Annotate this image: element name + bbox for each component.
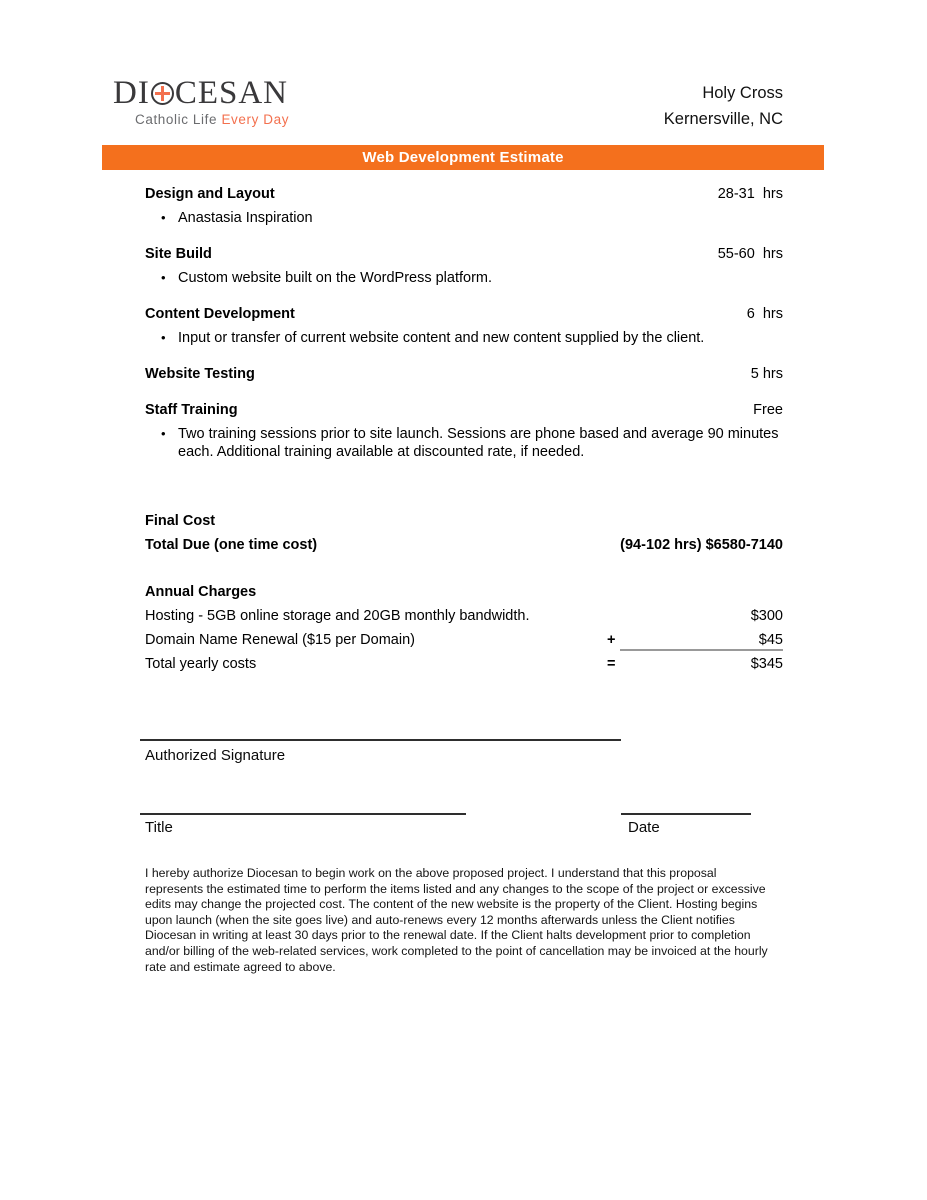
logo-tagline (135, 112, 289, 127)
annual-row-value: $300 (750, 608, 783, 624)
item-title: Staff Training (145, 402, 238, 418)
total-due-row (145, 533, 783, 557)
line-item (145, 401, 783, 461)
final-cost-heading: Final Cost (145, 513, 216, 529)
item-bullet-list (145, 425, 783, 461)
item-bullet: • Custom website built on the WordPress platform. (145, 269, 783, 287)
item-bullet: • Anastasia Inspiration (145, 209, 783, 227)
item-hours: 6 hrs (746, 306, 783, 322)
annual-row-operator (607, 604, 621, 628)
diocesan-logo (113, 75, 290, 127)
wordmark-left: DI (113, 75, 150, 111)
client-location: Kernersville, NC (663, 110, 783, 128)
annual-charges-heading: Annual Charges (145, 584, 257, 600)
line-item-header (145, 365, 783, 383)
line-item-header (145, 185, 783, 203)
line-items (145, 185, 783, 479)
annual-row-operator: + (607, 632, 616, 648)
annual-row-label: Domain Name Renewal ($15 per Domain) (145, 632, 415, 648)
authorized-signature-label: Authorized Signature (145, 747, 286, 764)
tagline-gray: Catholic Life (135, 112, 222, 127)
client-name: Holy Cross (702, 84, 783, 102)
line-item-header (145, 401, 783, 419)
line-item-header (145, 245, 783, 263)
annual-row (145, 604, 783, 628)
line-item (145, 185, 783, 227)
annual-charges-section (145, 580, 783, 676)
final-cost-section (145, 509, 783, 557)
final-cost-heading-row (145, 509, 783, 533)
item-bullet-list (145, 269, 783, 287)
line-item (145, 245, 783, 287)
authorized-signature-line (140, 739, 621, 741)
title-label: Title (145, 819, 173, 836)
item-title: Content Development (145, 306, 295, 322)
wordmark-right: CESAN (174, 75, 289, 111)
line-item-header (145, 305, 783, 323)
annual-rows (145, 604, 783, 676)
annual-row-label: Total yearly costs (145, 656, 257, 672)
annual-row (145, 628, 783, 652)
item-title: Website Testing (145, 366, 255, 382)
total-due-label: Total Due (one time cost) (145, 537, 318, 553)
total-due-value: (94-102 hrs) $6580-7140 (620, 537, 783, 553)
annual-row-operator: = (607, 656, 616, 672)
item-bullet: • Input or transfer of current website content and new content supplied by the client. (145, 329, 783, 347)
line-item (145, 305, 783, 347)
item-title: Design and Layout (145, 186, 275, 202)
date-line (621, 813, 751, 815)
annual-row (145, 652, 783, 676)
item-hours: Free (753, 402, 783, 418)
item-hours: 55-60 hrs (717, 246, 783, 262)
item-bullet-list (145, 209, 783, 227)
diocesan-wordmark (113, 75, 289, 111)
terms-paragraph: I hereby authorize Diocesan to begin work on the above proposed project. I understand that this proposal represents the estimated time to perform the items listed and any changes to the scope of the project or excessive edits may change the projected cost. The content of the new website is the property of the Client. Hosting begins upon launch (when the site goes live) and auto-renews every 12 months afterwards unless the Client notifies Diocesan in writing at least 30 days prior to the renewal date. If the Client halts development prior to completion and/or billing of the web-related services, work completed to the point of cancellation may be invoiced at the hourly rate and estimate agreed to above. (145, 866, 768, 974)
annual-row-value: $345 (750, 656, 783, 672)
client-block (664, 80, 783, 132)
date-label: Date (628, 819, 660, 836)
title-line (140, 813, 466, 815)
annual-row-value: $45 (758, 632, 783, 648)
item-bullet-list (145, 329, 783, 347)
annual-row-label: Hosting - 5GB online storage and 20GB monthly bandwidth. (145, 608, 530, 624)
cross-in-circle-icon (151, 82, 174, 105)
item-hours: 5 hrs (750, 366, 783, 382)
item-hours: 28-31 hrs (717, 186, 783, 202)
line-item (145, 365, 783, 383)
estimate-banner: Web Development Estimate (102, 145, 824, 170)
item-bullet: • Two training sessions prior to site launch. Sessions are phone based and average 90 minutes each. Additional training available at discounted rate, if needed. (145, 425, 783, 461)
tagline-accent: Every Day (221, 112, 290, 127)
item-title: Site Build (145, 246, 212, 262)
